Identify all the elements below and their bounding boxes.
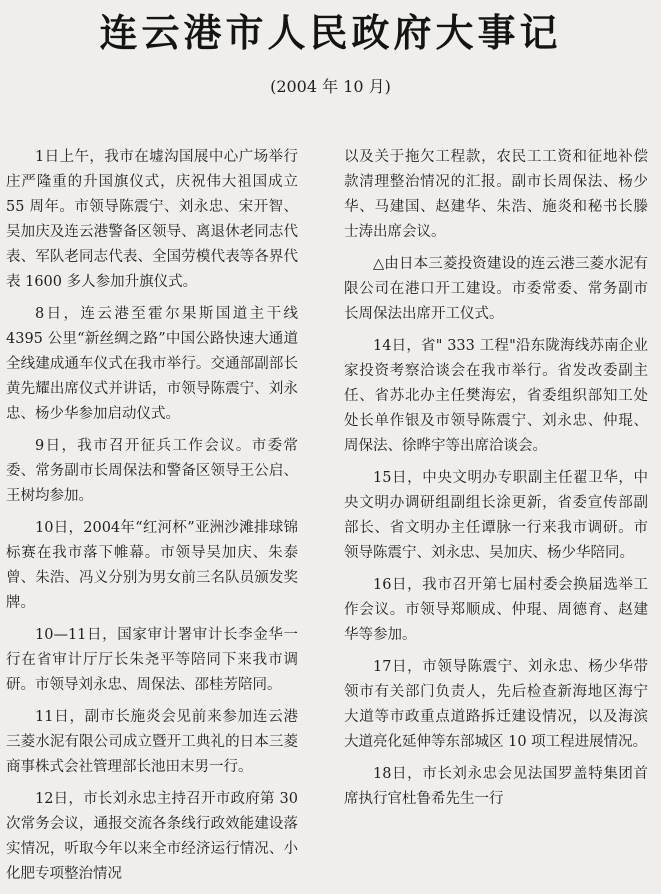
paragraph: 10—11日，国家审计署审计长李金华一行在省审计厅厅长朱尧平等陪同下来我市调研。市领导刘永忠、周保法、邵桂芳陪同。 [6, 627, 298, 693]
paragraph: 16日，我市召开第七届村委会换届选举工作会议。市领导郑顺成、仲琨、周德育、赵建华等参加。 [344, 577, 648, 643]
paragraph: 17日，市领导陈震宁、刘永忠、杨少华带领市有关部门负责人，先后检查新海地区海宁大道等市政重点道路拆迁建设情况，以及海滨大道亮化延伸等东部城区 10 项工程进展情况。 [344, 659, 648, 750]
paragraph: 15日，中央文明办专职副主任翟卫华，中央文明办调研组副组长涂更新，省委宣传部副部长、省文明办主任谭脉一行来我市调研。市领导陈震宁、刘永忠、吴加庆、杨少华陪同。 [344, 470, 648, 561]
paragraph-continued: 以及关于拖欠工程款，农民工工资和征地补偿款清理整治情况的汇报。副市长周保法、杨少华、马建国、赵建华、朱浩、施炎和秘书长滕士涛出席会议。 [344, 149, 648, 240]
page-title: 连云港市人民政府大事记 [99, 11, 562, 55]
paragraph: 12日，市长刘永忠主持召开市政府第 30 次常务会议，通报交流各条线行政效能建设落实情况，听取今年以来全市经济运行情况、小化肥专项整治情况 [6, 791, 298, 882]
paragraph: 18日，市长刘永忠会见法国罗盖特集团首席执行官杜鲁希先生一行 [344, 766, 648, 807]
paragraph: 11日，副市长施炎会见前来参加连云港三菱水泥有限公司成立暨开工典礼的日本三菱商事株式会社管理部长池田末男一行。 [6, 709, 298, 775]
paragraph: 10日，2004年“红河杯”亚洲沙滩排球锦标赛在我市落下帷幕。市领导吴加庆、朱泰曾、朱浩、冯义分别为男女前三名队员颁发奖牌。 [6, 520, 298, 611]
left-column [6, 145, 298, 894]
paragraph: 14日，省" 333 工程"沿东陇海线苏南企业家投资考察洽谈会在我市举行。省发改委副主任、省苏北办主任樊海宏，省委组织部知工处处长单作银及市领导陈震宁、刘永忠、仲琨、周保法、徐晔宇等出席洽谈会。 [344, 338, 648, 454]
page-subtitle: (2004 年 10 月) [270, 77, 391, 96]
paragraph: △由日本三菱投资建设的连云港三菱水泥有限公司在港口开工建设。市委常委、常务副市长周保法出席开工仪式。 [344, 256, 648, 322]
right-column [344, 145, 648, 819]
paragraph: 8日，连云港至霍尔果斯国道主干线 4395 公里“新丝绸之路”中国公路快速大通道全线建成通车仪式在我市举行。交通部副部长黄先耀出席仪式并讲话，市领导陈震宁、刘永忠、杨少华参加启动仪式。 [6, 306, 298, 422]
paragraph: 1日上午，我市在墟沟国展中心广场举行庄严隆重的升国旗仪式，庆祝伟大祖国成立 55 周年。市领导陈震宁、刘永忠、宋开智、吴加庆及连云港警备区领导、离退休老同志代表、军队老同志代表、全国劳模代表等各界代表 1600 多人参加升旗仪式。 [6, 149, 298, 290]
paragraph: 9日，我市召开征兵工作会议。市委常委、常务副市长周保法和警备区领导王公启、王树均参加。 [6, 438, 298, 504]
